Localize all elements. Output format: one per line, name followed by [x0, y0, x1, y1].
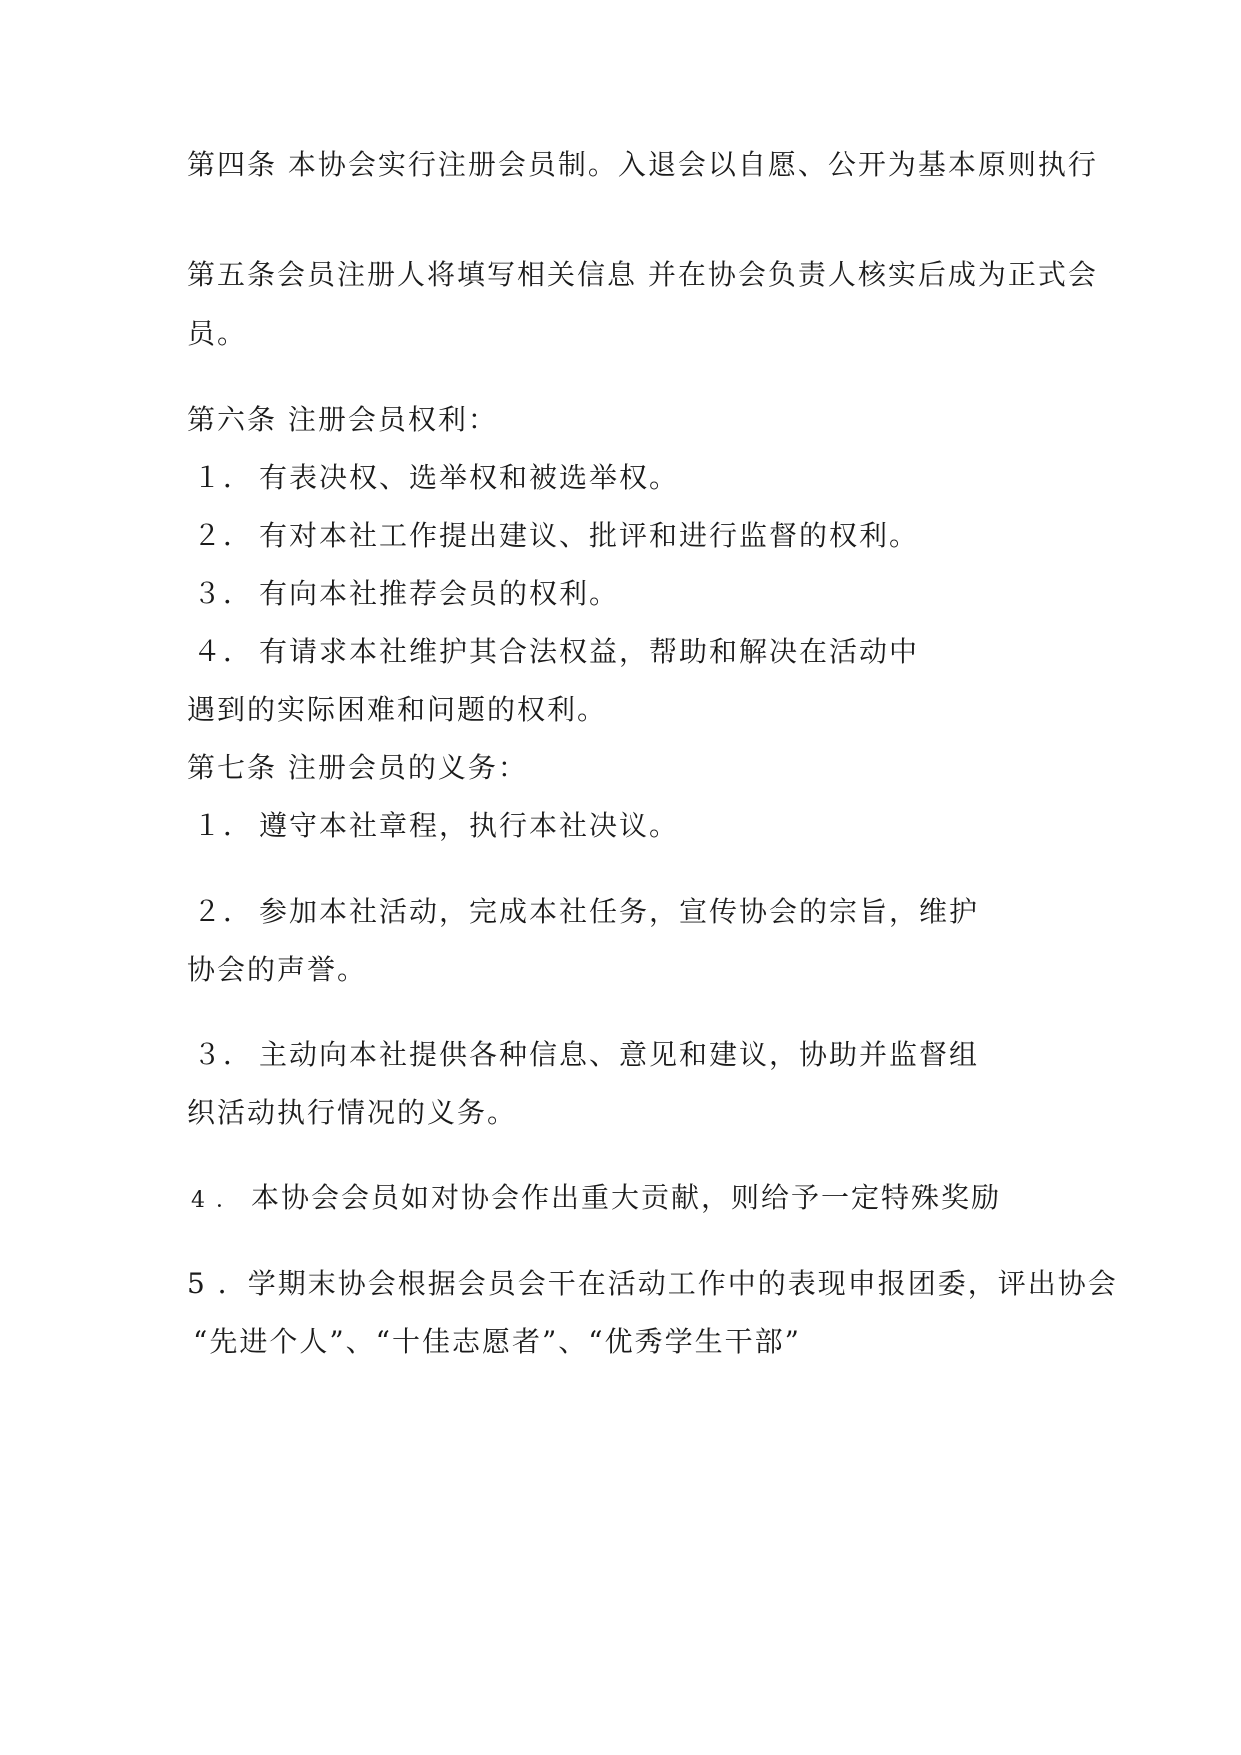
list-item-number: ２．: [193, 519, 254, 552]
list-item-text: 有对本社工作提出建议、批评和进行监督的权利。: [259, 519, 920, 552]
list-item-number: ４．: [193, 635, 254, 668]
duties-list-item: [187, 894, 979, 930]
rights-item-4-continuation: 遇到的实际困难和问题的权利。: [187, 693, 608, 726]
rights-list-item: [187, 518, 919, 554]
list-item-text: 主动向本社提供各种信息、意见和建议，协助并监督组: [259, 1038, 980, 1071]
article-5-paragraph-line-1: 第五条会员注册人将填写相关信息 并在协会负责人核实后成为正式会: [187, 258, 1098, 291]
list-item-number: ３．: [193, 577, 254, 610]
duties-list-item: [187, 1037, 979, 1073]
article-6-heading: 第六条 注册会员权利：: [187, 403, 498, 436]
duties-list-item-4: [187, 1180, 1001, 1219]
list-item-text: 遵守本社章程，执行本社决议。: [259, 809, 680, 842]
list-item-number: 4 ．: [191, 1188, 240, 1213]
duties-list-item: [187, 808, 679, 844]
duties-item-2-continuation: 协会的声誉。: [187, 953, 368, 986]
rights-list-item: [187, 634, 919, 670]
list-item-text: 本协会会员如对协会作出重大贡献，则给予一定特殊奖励: [251, 1181, 1002, 1214]
article-5-paragraph-line-2: 员。: [187, 317, 248, 350]
duties-item-5-line-1: 5 ．学期末协会根据会员会干在活动工作中的表现申报团委，评出协会: [187, 1267, 1118, 1300]
list-item-text: 有请求本社维护其合法权益，帮助和解决在活动中: [259, 635, 920, 668]
list-item-text: 有向本社推荐会员的权利。: [259, 577, 620, 610]
list-item-number: １．: [193, 461, 254, 494]
article-4-paragraph: 第四条 本协会实行注册会员制。入退会以自愿、公开为基本原则执行: [187, 148, 1098, 181]
duties-item-5-line-2: “先进个人”、“十佳志愿者”、“优秀学生干部”: [193, 1325, 801, 1358]
rights-list-item: [187, 460, 679, 496]
duties-item-3-continuation: 织活动执行情况的义务。: [187, 1096, 518, 1129]
list-item-number: ２．: [193, 895, 254, 928]
list-item-number: １．: [193, 809, 254, 842]
rights-list-item: [187, 576, 619, 612]
list-item-text: 参加本社活动，完成本社任务，宣传协会的宗旨，维护: [259, 895, 980, 928]
article-7-heading: 第七条 注册会员的义务：: [187, 751, 528, 784]
list-item-number: ３．: [193, 1038, 254, 1071]
list-item-text: 有表决权、选举权和被选举权。: [259, 461, 680, 494]
